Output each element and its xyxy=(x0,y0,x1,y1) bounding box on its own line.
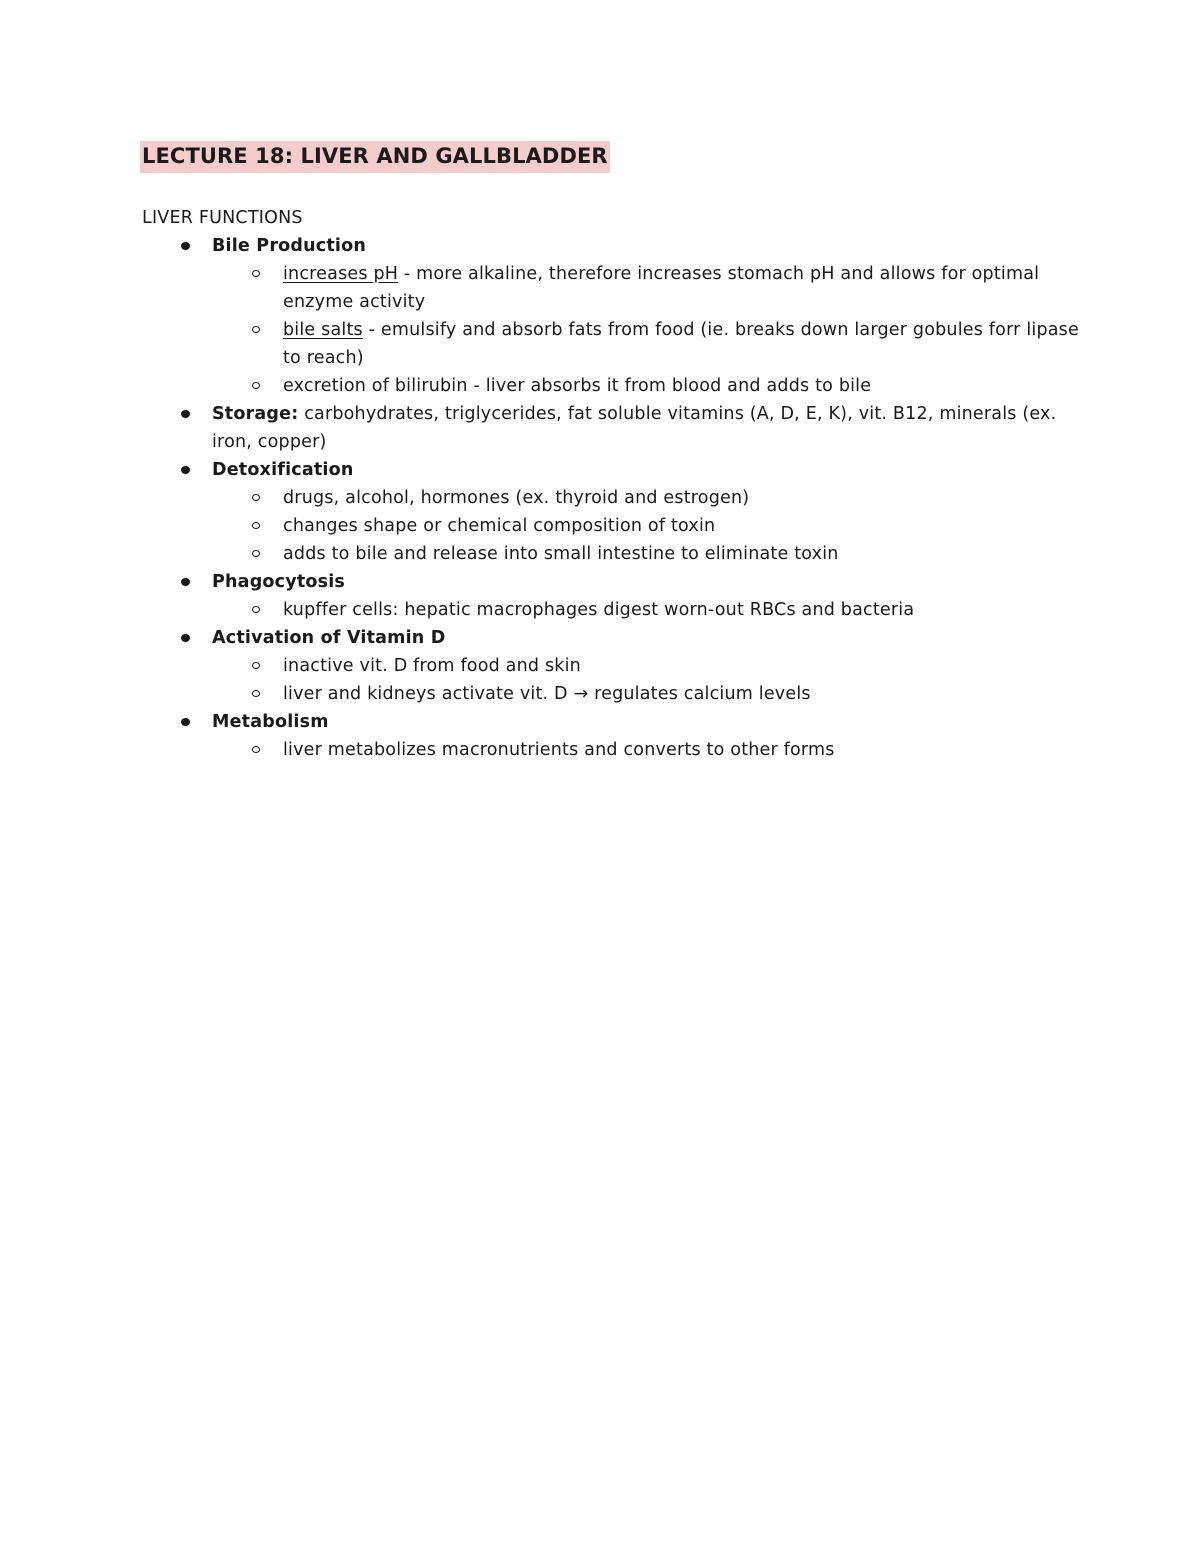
sub-item-text: liver and kidneys activate vit. D → regulates calcium levels xyxy=(283,684,811,704)
page-title: LECTURE 18: LIVER AND GALLBLADDER xyxy=(140,141,610,173)
bullet-icon xyxy=(181,466,190,474)
sub-bullet-icon xyxy=(252,522,260,529)
bullet-icon xyxy=(181,634,190,642)
item-text: carbohydrates, triglycerides, fat soluble vitamins (A, D, E, K), vit. B12, minerals (ex. iron, copper) xyxy=(212,404,1057,452)
sub-bullet-icon xyxy=(252,270,260,277)
sub-list-item xyxy=(212,260,1102,316)
sub-bullet-icon xyxy=(252,662,260,669)
sub-list-item xyxy=(212,512,1102,540)
item-label: Activation of Vitamin D xyxy=(212,628,446,648)
sublist xyxy=(212,736,1102,764)
sub-bullet-icon xyxy=(252,550,260,557)
sub-bullet-icon xyxy=(252,606,260,613)
list-item-activation-of-vitamin-d xyxy=(142,624,1102,708)
list-item-phagocytosis xyxy=(142,568,1102,624)
sub-item-text: - emulsify and absorb fats from food (ie. breaks down larger gobules forr lipase to reach) xyxy=(283,320,1079,368)
sub-item-lead: increases pH xyxy=(283,264,399,284)
item-label: Bile Production xyxy=(212,236,366,256)
sub-item-lead: bile salts xyxy=(283,320,363,340)
item-label: Metabolism xyxy=(212,712,329,732)
list-item-storage xyxy=(142,400,1102,456)
section-heading: LIVER FUNCTIONS xyxy=(142,208,303,228)
sub-item-text: inactive vit. D from food and skin xyxy=(283,656,581,676)
liver-functions-list xyxy=(142,232,1102,764)
bullet-icon xyxy=(181,410,190,418)
sub-list-item xyxy=(212,652,1102,680)
sub-item-text: - more alkaline, therefore increases stomach pH and allows for optimal enzyme activity xyxy=(283,264,1040,312)
sub-bullet-icon xyxy=(252,690,260,697)
bullet-icon xyxy=(181,718,190,726)
bullet-icon xyxy=(181,578,190,586)
bullet-icon xyxy=(181,242,190,250)
list-item-bile-production xyxy=(142,232,1102,400)
sub-bullet-icon xyxy=(252,382,260,389)
sub-list-item xyxy=(212,736,1102,764)
sub-bullet-icon xyxy=(252,746,260,753)
list-item-detoxification xyxy=(142,456,1102,568)
sub-list-item xyxy=(212,372,1102,400)
sub-item-text: drugs, alcohol, hormones (ex. thyroid and estrogen) xyxy=(283,488,750,508)
sub-list-item xyxy=(212,540,1102,568)
sub-list-item xyxy=(212,316,1102,372)
sublist xyxy=(212,652,1102,708)
sub-item-text: kupffer cells: hepatic macrophages digest worn-out RBCs and bacteria xyxy=(283,600,915,620)
sub-list-item xyxy=(212,484,1102,512)
sub-bullet-icon xyxy=(252,494,260,501)
sub-item-text: adds to bile and release into small intestine to eliminate toxin xyxy=(283,544,839,564)
sub-list-item xyxy=(212,596,1102,624)
sub-item-text: changes shape or chemical composition of toxin xyxy=(283,516,716,536)
sub-item-text: liver metabolizes macronutrients and converts to other forms xyxy=(283,740,835,760)
sub-item-text: excretion of bilirubin - liver absorbs it from blood and adds to bile xyxy=(283,376,872,396)
sublist xyxy=(212,260,1102,400)
item-label: Storage: xyxy=(212,404,299,424)
sublist xyxy=(212,484,1102,568)
sublist xyxy=(212,596,1102,624)
item-label: Phagocytosis xyxy=(212,572,346,592)
item-label: Detoxification xyxy=(212,460,354,480)
sub-list-item xyxy=(212,680,1102,708)
list-item-metabolism xyxy=(142,708,1102,764)
document-page xyxy=(142,141,1102,764)
sub-bullet-icon xyxy=(252,326,260,333)
